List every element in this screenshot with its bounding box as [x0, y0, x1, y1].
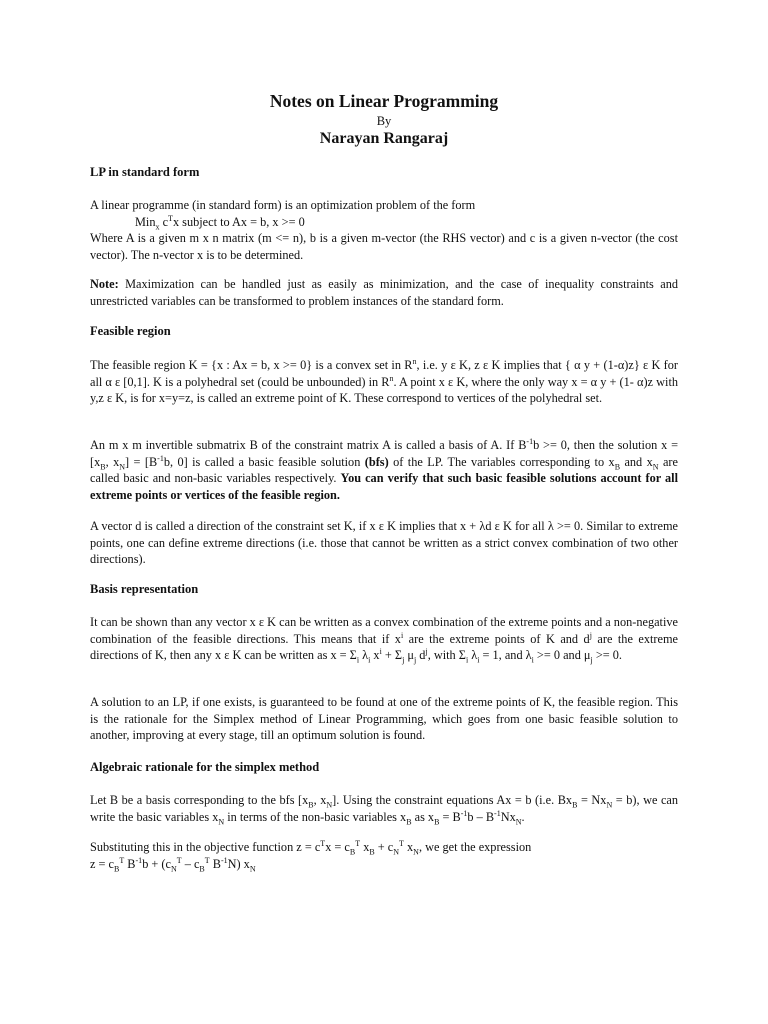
- ar-p1-sub2: N: [326, 800, 333, 810]
- ar-p1-sub6: B: [406, 817, 412, 827]
- ar-p2-f: , we get the expression: [418, 840, 532, 854]
- paragraph-algebraic-1: [90, 792, 678, 825]
- ar-p3-b: B: [124, 856, 136, 871]
- ar-p1-sup: -1: [460, 808, 468, 818]
- formula-T: T: [168, 213, 173, 223]
- fr-p1-b: , i.e. y ε K, z ε K implies that { α y + (1-α)z} ε K for all α ε [0,1]. K is a polyhedral set (could be unbounded) in R: [90, 358, 679, 389]
- ar-p2-a: Substituting this in the objective function z = c: [90, 840, 321, 854]
- ar-p3-sub2: N: [170, 864, 177, 874]
- section-heading-feasible-region: Feasible region: [90, 324, 171, 338]
- br-p1-l: >= 0 and μ: [533, 648, 591, 663]
- ar-p3-sub4: N: [249, 864, 256, 874]
- ar-p2-sub3: N: [393, 847, 400, 857]
- ar-p2-sub: B: [349, 847, 356, 857]
- ar-p1-b: , x: [313, 793, 327, 807]
- ar-p3-a: z = c: [90, 856, 114, 871]
- fr-p2-f: of the LP. The variables corresponding to x: [388, 454, 615, 469]
- fr-p2-e: b, 0] is called a basic feasible solution: [163, 454, 365, 469]
- ar-p1-sup2: -1: [494, 808, 501, 818]
- br-p1-g: μ: [404, 648, 414, 663]
- br-p1-k: = 1, and λ: [479, 648, 532, 663]
- fr-p1-a: The feasible region K = {x : Ax = b, x >= 0} is a convex set in R: [90, 358, 413, 372]
- br-p1-h: d: [416, 648, 426, 663]
- fr-p2-a: An m x m invertible submatrix B of the constraint matrix A is called a basis of A. If B: [90, 438, 527, 452]
- ar-p3-sup5: -1: [220, 855, 228, 865]
- section-heading-standard-form: LP in standard form: [90, 165, 200, 179]
- ar-p3-sup: T: [119, 855, 125, 865]
- ar-p3-d: – c: [181, 856, 200, 871]
- ar-p1-f: in terms of the non-basic variables x: [224, 809, 407, 824]
- ar-p3-sup3: T: [176, 855, 182, 865]
- note-label: Note:: [90, 277, 119, 291]
- br-p1-sub-j3: j: [590, 655, 593, 665]
- ar-p3-sup4: T: [204, 855, 210, 865]
- paragraph-feasible-region-3: A vector d is called a direction of the constraint set K, if x ε K implies that x + λd ε K for all λ >= 0. Similar to extreme points, one can define extreme directions (i.e. those that cannot be written as a strict convex combination of two other directions).: [90, 519, 678, 567]
- br-p1-c: are the extreme directions of K, then any x ε K can be written as x = Σ: [90, 631, 678, 663]
- note-text: Maximization can be handled just as easily as minimization, and the case of inequality constraints and unrestricted variables can be transformed to problem instances of the standard form.: [90, 277, 678, 308]
- formula-c: c: [159, 214, 169, 229]
- fr-p2-sub2: N: [119, 462, 126, 472]
- fr-p1-sup2: n: [389, 373, 394, 383]
- br-p1-sup-j: j: [589, 630, 592, 640]
- ar-p3-f: N) x: [227, 856, 250, 871]
- fr-p2-c: , x: [105, 454, 120, 469]
- fr-p2-sub4: N: [652, 462, 659, 472]
- ar-p2-sub4: N: [413, 847, 419, 857]
- ar-p1-sub8: N: [515, 817, 522, 827]
- formula-rest: x subject to Ax = b, x >= 0: [172, 214, 305, 229]
- fr-p2-bfs: (bfs): [364, 454, 389, 469]
- ar-p1-k: .: [521, 809, 525, 824]
- objective-expression: [90, 856, 678, 873]
- ar-p1-d: = Nx: [577, 793, 607, 807]
- fr-p2-h: are called basic and non-basic variables respectively.: [90, 454, 678, 486]
- paragraph-basis-2: A solution to an LP, if one exists, is guaranteed to be found at one of the extreme points of K, the feasible region. This is the rationale for the Simplex method of Linear Programming, which goes from one basic feasible solution to another, improving at every stage, till an optimum solution is found.: [90, 695, 678, 743]
- ar-p1-c: ]. Using the constraint equations Ax = b (i.e. Bx: [332, 793, 573, 807]
- br-p1-sub-i2: i: [368, 655, 371, 665]
- ar-p3-c: b + (c: [142, 856, 171, 871]
- ar-p3-sup2: -1: [135, 855, 143, 865]
- standard-form-where: Where A is a given m x n matrix (m <= n), b is a given m-vector (the RHS vector) and c is a given n-vector (the cost vector). The n-vector x is to be determined.: [90, 231, 678, 262]
- paragraph-feasible-region-1: [90, 357, 678, 407]
- fr-p2-bold: You can verify that such basic feasible solutions account for all extreme points or vertices of the feasible region.: [90, 471, 678, 502]
- fr-p2-sub3: B: [614, 462, 621, 472]
- fr-p1-sup: n: [412, 356, 417, 366]
- ar-p1-j: Nx: [500, 809, 516, 824]
- fr-p2-d: ] = [B: [125, 454, 158, 469]
- fr-p2-g: and x: [620, 454, 653, 469]
- br-p1-sub-i: i: [356, 655, 360, 665]
- fr-p2-b: b >= 0, then the solution x = [x: [90, 438, 679, 469]
- ar-p1-sub: B: [308, 800, 314, 810]
- br-p1-sub-j2: j: [413, 655, 417, 665]
- ar-p2-d: + c: [374, 840, 394, 854]
- br-p1-e: x: [370, 648, 380, 663]
- author-name: Narayan Rangaraj: [319, 130, 449, 147]
- ar-p1-h: = B: [439, 809, 461, 824]
- byline: By: [376, 114, 392, 128]
- br-p1-sup-j2: j: [425, 647, 428, 657]
- standard-form-intro: A linear programme (in standard form) is an optimization problem of the form: [90, 198, 476, 212]
- br-p1-f: + Σ: [381, 648, 403, 663]
- section-heading-basis-representation: Basis representation: [90, 582, 199, 596]
- ar-p3-e: B: [209, 856, 221, 871]
- document-title: Notes on Linear Programming: [269, 91, 499, 111]
- br-p1-sub-i3: i: [465, 655, 469, 665]
- br-p1-j: λ: [468, 648, 478, 663]
- ar-p1-sub4: N: [606, 800, 613, 810]
- ar-p2-e: x: [403, 840, 414, 854]
- ar-p2-b: x = c: [325, 840, 350, 854]
- ar-p2-c: x: [360, 840, 370, 854]
- ar-p1-i: b – B: [467, 809, 495, 824]
- paragraph-algebraic-2: [90, 839, 678, 872]
- br-p1-sub-j: j: [402, 655, 405, 665]
- br-p1-i: , with Σ: [427, 648, 466, 663]
- ar-p2-sup: T: [320, 838, 326, 848]
- ar-p1-sub5: N: [218, 817, 225, 827]
- fr-p2-sub: B: [100, 462, 106, 472]
- fr-p2-sup: -1: [526, 436, 534, 446]
- ar-p1-e: = b), we can write the basic variables x: [90, 793, 679, 824]
- formula-min: Min: [135, 214, 156, 229]
- ar-p1-g: as x: [411, 809, 435, 824]
- br-p1-sub-i4: i: [477, 655, 480, 665]
- ar-p3-sub: B: [114, 864, 120, 874]
- br-p1-b: are the extreme points of K and d: [403, 631, 590, 646]
- br-p1-sub-i5: i: [531, 655, 534, 665]
- ar-p2-sub2: B: [369, 847, 375, 857]
- formula-sub: x: [155, 222, 160, 232]
- br-p1-a: It can be shown than any vector x ε K can be written as a convex combination of the extreme points and a non-negative combination of the feasible directions. This means that if x: [90, 615, 678, 646]
- paragraph-standard-form: [90, 197, 678, 263]
- fr-p2-sup2: -1: [157, 453, 164, 463]
- ar-p2-sup2: T: [355, 838, 361, 848]
- ar-p1-sub3: B: [572, 800, 578, 810]
- ar-p3-sub3: B: [199, 864, 205, 874]
- br-p1-sup-i: i: [400, 630, 404, 640]
- paragraph-note: [90, 276, 678, 309]
- br-p1-m: >= 0.: [592, 648, 623, 663]
- fr-p1-c: . A point x ε K, where the only way x = α y + (1- α)z with y,z ε K, is for x=y=z, is called an extreme point of K. These correspond to vertices of the polyhedral set.: [90, 374, 679, 406]
- standard-form-formula: [90, 214, 678, 231]
- section-heading-algebraic-rationale: Algebraic rationale for the simplex method: [90, 760, 320, 774]
- objective-substitution: [90, 839, 678, 856]
- br-p1-d: λ: [359, 648, 369, 663]
- ar-p1-a: Let B be a basis corresponding to the bfs [x: [90, 793, 309, 807]
- ar-p2-sup3: T: [399, 838, 404, 848]
- ar-p1-sub7: B: [434, 817, 440, 827]
- paragraph-basis-1: [90, 614, 678, 664]
- br-p1-sup-i2: i: [379, 647, 382, 657]
- paragraph-feasible-region-2: [90, 437, 678, 503]
